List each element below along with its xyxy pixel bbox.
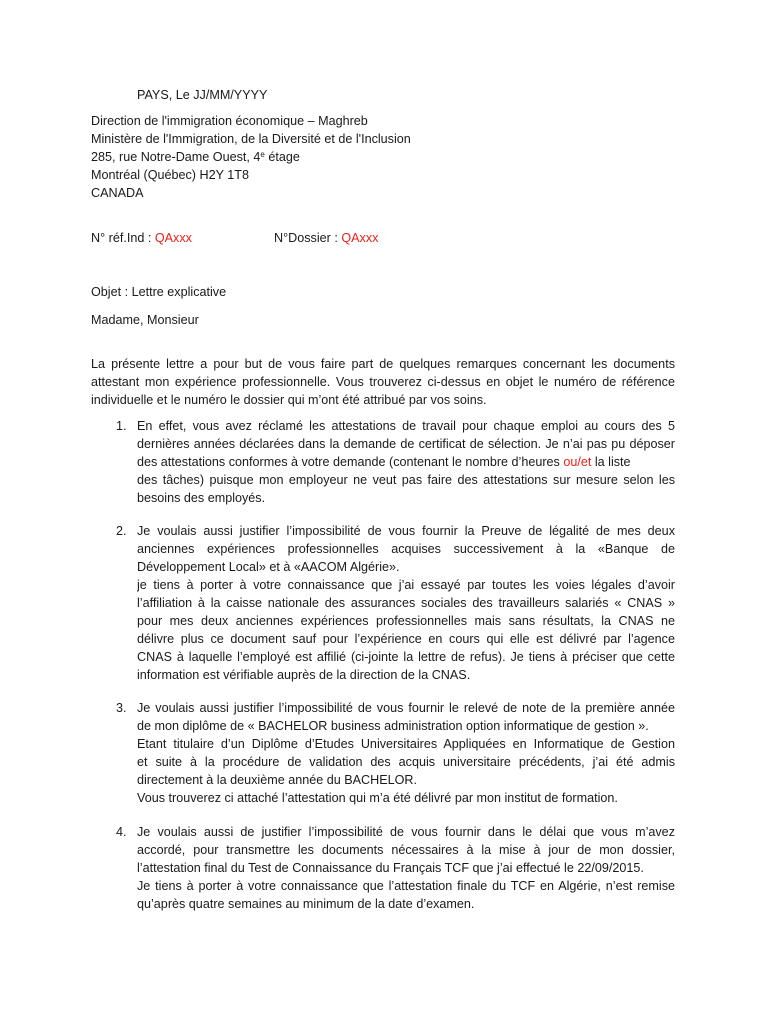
subject-line: Objet : Lettre explicative (91, 285, 227, 299)
item-line: qu’après quatre semaines au minimum de la date d’examen. (137, 897, 475, 911)
item-line: Vous trouverez ci attaché l’attestation qui m’a été délivré par mon institut de formation. (137, 791, 618, 805)
list-item (137, 522, 675, 684)
recipient-line: Ministère de l'Immigration, de la Diversité et de l'Inclusion (91, 132, 411, 146)
item-line: Etant titulaire d’un Diplôme d’Etudes Universitaires Appliquées en Informatique de Gestion (137, 737, 675, 751)
item-line: Je voulais aussi de justifier l’impossibilité de vous fournir dans le délai que vous m’avez (137, 825, 675, 839)
dossier-number (274, 229, 378, 247)
item-line: des tâches) puisque mon employeur ne veut pas faire des attestations sur mesure selon les (137, 473, 675, 487)
dossier-value: QAxxx (341, 231, 379, 245)
item-line: information est vérifiable auprès de la direction de la CNAS. (137, 668, 471, 682)
list-item (137, 823, 675, 913)
item-number: 1. (116, 419, 127, 433)
item-number: 2. (116, 524, 127, 538)
recipient-line: Montréal (Québec) H2Y 1T8 (91, 168, 249, 182)
recipient-line: Direction de l'immigration économique – Maghreb (91, 114, 368, 128)
item-line: accordé, pour transmettre les documents nécessaires à la mise à jour de mon dossier, (137, 843, 675, 857)
dossier-label: N°Dossier : (274, 231, 342, 245)
list-item (137, 699, 675, 807)
item-line: CNAS à laquelle l’employé est affilié (ci-jointe la lettre de refus). Je tiens à préciser que cette (137, 650, 675, 664)
item-line: l’attestation final du Test de Connaissance du Français TCF que j’ai effectué le 22/09/2015. (137, 861, 644, 875)
item-line: et suite à la procédure de validation des acquis universitaire précédents, j’ai été admis (137, 755, 675, 769)
highlight-ou-et: ou/et (563, 455, 592, 469)
item-line: directement à la deuxième année du BACHELOR. (137, 773, 418, 787)
place-date: PAYS, Le JJ/MM/YYYY (137, 88, 268, 102)
item-line: je tiens à porter à votre connaissance que j’ai essayé par toutes les voies légales d’avoir (137, 578, 675, 592)
item-line: Développement Local» et à «AACOM Algérie». (137, 560, 400, 574)
recipient-line: CANADA (91, 186, 144, 200)
recipient-line: 285, rue Notre-Dame Ouest, 4e étage (91, 150, 300, 164)
intro-paragraph (91, 355, 675, 409)
item-line: Je voulais aussi justifier l’impossibilité de vous fournir le relevé de note de la première année (137, 701, 675, 715)
intro-line: attestant mon expérience professionnelle. Vous trouverez ci-dessus en objet le numéro de référence (91, 375, 675, 389)
intro-line: La présente lettre a pour but de vous faire part de quelques remarques concernant les documents (91, 357, 675, 371)
salutation: Madame, Monsieur (91, 313, 199, 327)
item-line: délivre plus ce document sauf pour l’expérience en cours qui elle est délivré par l’agence (137, 632, 675, 646)
list-item (137, 417, 675, 507)
recipient-address (91, 112, 411, 202)
item-line: Je tiens à porter à votre connaissance que l’attestation finale du TCF en Algérie, n’est remise (137, 879, 675, 893)
item-number: 4. (116, 825, 127, 839)
item-line: Je voulais aussi justifier l’impossibilité de vous fournir la Preuve de légalité de mes deux (137, 524, 675, 538)
item-line: l’affiliation à la caisse nationale des assurances sociales des travailleurs salariés « CNAS » (137, 596, 675, 610)
item-line: anciennes expériences professionnelles acquises successivement à la «Banque de (137, 542, 675, 556)
item-line: pour mes deux anciennes expériences professionnelles mais sans résultats, la CNAS ne (137, 614, 675, 628)
reference-ind-label: N° réf.Ind : (91, 231, 155, 245)
item-line: En effet, vous avez réclamé les attestations de travail pour chaque emploi au cours des 5 (137, 419, 675, 433)
item-line: besoins des employés. (137, 491, 266, 505)
item-line: dernières années déclarées dans la demande de certificat de sélection. Je n’ai pas pu déposer (137, 437, 675, 451)
reference-ind (91, 229, 192, 247)
item-number: 3. (116, 701, 127, 715)
reference-ind-value: QAxxx (154, 231, 192, 245)
item-line: de mon diplôme de « BACHELOR business administration option informatique de gestion ». (137, 719, 649, 733)
intro-line: individuelle et le numéro le dossier qui m’ont été attribué par vos soins. (91, 393, 487, 407)
item-line: des attestations conformes à votre demande (contenant le nombre d’heures ou/et la liste (137, 455, 631, 469)
